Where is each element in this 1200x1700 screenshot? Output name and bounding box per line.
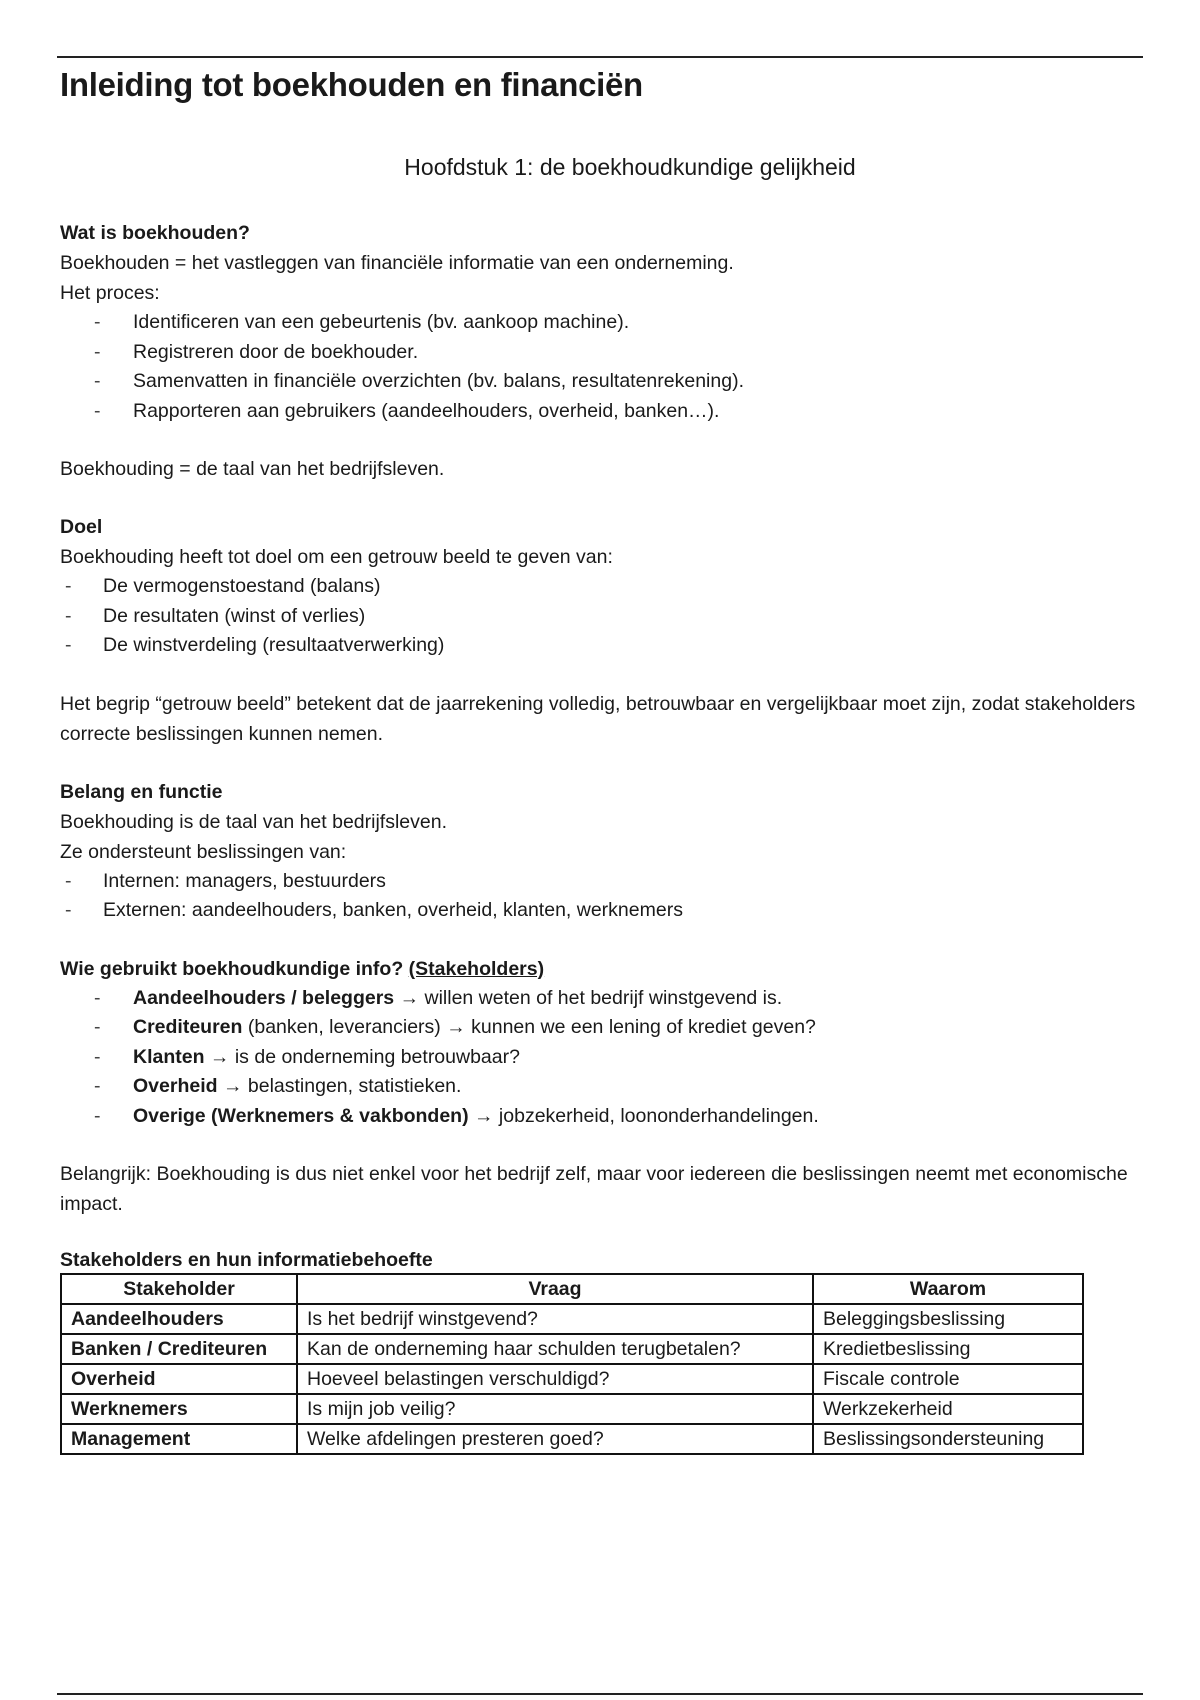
list-item: - De vermogenstoestand (balans)	[60, 572, 1140, 602]
list-item: - Externen: aandeelhouders, banken, overheid, klanten, werknemers	[60, 896, 1140, 926]
dash-icon: -	[94, 1045, 101, 1068]
table-cell: Kan de onderneming haar schulden terugbetalen?	[297, 1334, 813, 1364]
list-item: - Rapporteren aan gebruikers (aandeelhouders, overheid, banken…).	[60, 397, 1140, 427]
table-header-row	[61, 1274, 1083, 1304]
list-item: - Aandeelhouders / beleggers → willen weten of het bedrijf winstgevend is.	[60, 984, 1140, 1014]
column-header: Vraag	[297, 1274, 813, 1304]
section-goal	[60, 512, 1140, 749]
section-heading: Belang en functie	[60, 780, 223, 803]
section-heading: Doel	[60, 516, 103, 538]
table-row	[61, 1304, 1083, 1334]
goal-intro: Boekhouding heeft tot doel om een getrouw beeld te geven van:	[60, 546, 613, 568]
table-cell: Beslissingsondersteuning	[813, 1424, 1083, 1454]
table-cell: Fiscale controle	[813, 1364, 1083, 1394]
process-list	[60, 308, 1140, 426]
column-header: Waarom	[813, 1274, 1083, 1304]
list-item: - Crediteuren (banken, leveranciers) → kunnen we een lening of krediet geven?	[60, 1013, 1140, 1043]
section-importance	[60, 777, 1140, 926]
true-fair-view-explanation: Het begrip “getrouw beeld” betekent dat de jaarrekening volledig, betrouwbaar en vergelijkbaar moet zijn, zodat stakeholders correcte beslissingen kunnen nemen.	[60, 692, 1136, 745]
table-caption: Stakeholders en hun informatiebehoefte	[60, 1249, 433, 1271]
table-cell: Hoeveel belastingen verschuldigd?	[297, 1364, 813, 1394]
table-cell: Werkzekerheid	[813, 1394, 1083, 1424]
document-title: Inleiding tot boekhouden en financiën	[60, 66, 643, 103]
document-page	[60, 62, 1140, 1455]
dash-icon: -	[65, 899, 72, 921]
table-row	[61, 1394, 1083, 1424]
table-row	[61, 1424, 1083, 1454]
table-row	[61, 1364, 1083, 1394]
definition-text: Boekhouden = het vastleggen van financiële informatie van een onderneming.	[60, 252, 734, 274]
important-note: Belangrijk: Boekhouding is dus niet enkel voor het bedrijf zelf, maar voor iedereen die beslissingen neemt met economische impact.	[60, 1163, 1128, 1215]
table-cell: Werknemers	[61, 1394, 297, 1424]
section-stakeholders	[60, 954, 1140, 1220]
section-heading: Wie gebruikt boekhoudkundige info? (Stakeholders)	[60, 957, 545, 980]
decision-makers-list	[60, 867, 1140, 926]
importance-line: Boekhouding is de taal van het bedrijfsleven.	[60, 810, 448, 833]
dash-icon: -	[94, 399, 101, 422]
dash-icon: -	[94, 311, 101, 333]
table-cell: Overheid	[61, 1364, 297, 1394]
list-item: - Overige (Werknemers & vakbonden) → jobzekerheid, loononderhandelingen.	[60, 1102, 1140, 1132]
list-item: - Identificeren van een gebeurtenis (bv. aankoop machine).	[60, 308, 1140, 338]
list-item: - Samenvatten in financiële overzichten (bv. balans, resultatenrekening).	[60, 367, 1140, 397]
list-item: - Overheid → belastingen, statistieken.	[60, 1072, 1140, 1102]
table-row	[61, 1334, 1083, 1364]
stakeholder-table	[60, 1273, 1084, 1455]
language-statement: Boekhouding = de taal van het bedrijfsleven.	[60, 458, 445, 480]
chapter-heading: Hoofdstuk 1: de boekhoudkundige gelijkheid	[404, 154, 856, 180]
dash-icon: -	[94, 1104, 101, 1127]
table-cell: Management	[61, 1424, 297, 1454]
dash-icon: -	[94, 340, 101, 363]
list-item: - Registreren door de boekhouder.	[60, 338, 1140, 368]
column-header: Stakeholder	[61, 1274, 297, 1304]
list-item: - Klanten → is de onderneming betrouwbaar?	[60, 1043, 1140, 1073]
bottom-rule	[57, 1693, 1143, 1695]
top-rule	[57, 56, 1143, 58]
table-cell: Aandeelhouders	[61, 1304, 297, 1334]
dash-icon: -	[94, 1075, 101, 1097]
dash-icon: -	[94, 986, 101, 1009]
goal-list	[60, 572, 1140, 661]
table-cell: Kredietbeslissing	[813, 1334, 1083, 1364]
stakeholder-list	[60, 984, 1140, 1132]
table-cell: Banken / Crediteuren	[61, 1334, 297, 1364]
list-item: - De resultaten (winst of verlies)	[60, 602, 1140, 632]
list-item: - Internen: managers, bestuurders	[60, 867, 1140, 897]
table-cell: Is mijn job veilig?	[297, 1394, 813, 1424]
section-stakeholder-table	[60, 1247, 1140, 1455]
dash-icon: -	[65, 869, 72, 892]
importance-line: Ze ondersteunt beslissingen van:	[60, 840, 347, 863]
dash-icon: -	[94, 1016, 101, 1038]
table-cell: Is het bedrijf winstgevend?	[297, 1304, 813, 1334]
section-what-is-bookkeeping	[60, 218, 1140, 484]
dash-icon: -	[65, 575, 72, 597]
list-item: - De winstverdeling (resultaatverwerking)	[60, 631, 1140, 661]
dash-icon: -	[94, 370, 101, 392]
dash-icon: -	[65, 604, 72, 627]
table-cell: Beleggingsbeslissing	[813, 1304, 1083, 1334]
dash-icon: -	[65, 634, 72, 656]
table-cell: Welke afdelingen presteren goed?	[297, 1424, 813, 1454]
section-heading: Wat is boekhouden?	[60, 222, 250, 244]
process-intro: Het proces:	[60, 282, 160, 304]
